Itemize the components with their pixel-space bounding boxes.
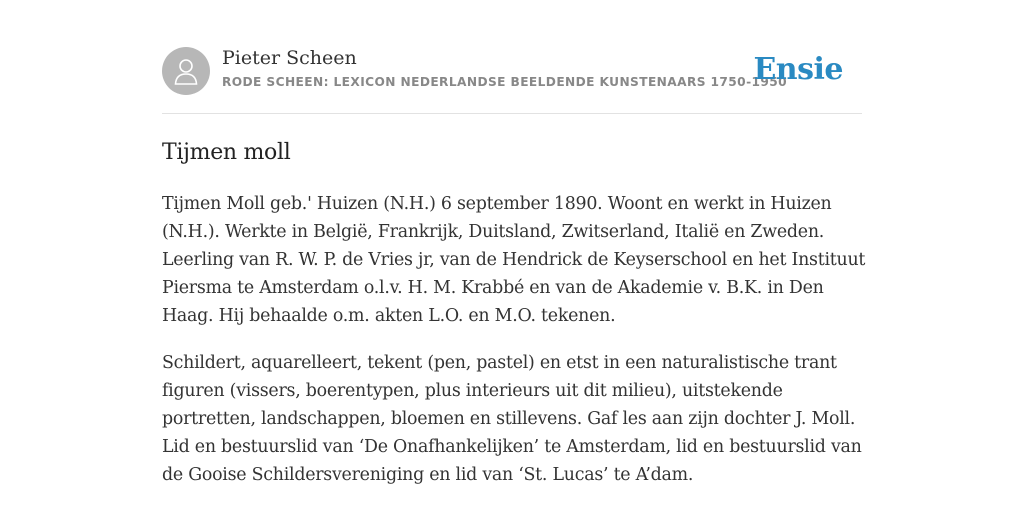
ensie-logo[interactable]: Ensie — [753, 52, 843, 87]
source-label[interactable]: RODE SCHEEN: LEXICON NEDERLANDSE BEELDENDE KUNSTENAARS 1750-1950 — [222, 75, 788, 89]
article-paragraph-1: Tijmen Moll geb.' Huizen (N.H.) 6 september 1890. Woont en werkt in Huizen (N.H.). Werkte in België, Frankrijk, Duitsland, Zwitserland, Italië en Zweden. Leerling van R. W. P. de Vries jr, van de Hendrick de Keyserschool en het Instituut Piersma te Amsterdam o.l.v. H. M. Krabbé en van de Akademie v. B.K. in Den Haag. Hij behaalde o.m. akten L.O. en M.O. tekenen. — [162, 194, 866, 326]
page-title: Tijmen moll — [162, 140, 291, 165]
article-paragraph-2: Schildert, aquarelleert, tekent (pen, pastel) en etst in een naturalistische trant figuren (vissers, boerentypen, plus interieurs uit dit milieu), uitstekende portretten, landschappen, bloemen en stillevens. Gaf les aan zijn dochter J. Moll. Lid en bestuurslid van ‘De Onafhankelijken’ te Amsterdam, lid en bestuurslid van de Gooise Schildersvereniging en lid van ‘St. Lucas’ te A’dam. — [162, 353, 862, 485]
author-name[interactable]: Pieter Scheen — [222, 47, 357, 69]
header-divider — [162, 113, 862, 114]
article-header — [162, 46, 862, 96]
author-avatar[interactable] — [162, 47, 210, 95]
